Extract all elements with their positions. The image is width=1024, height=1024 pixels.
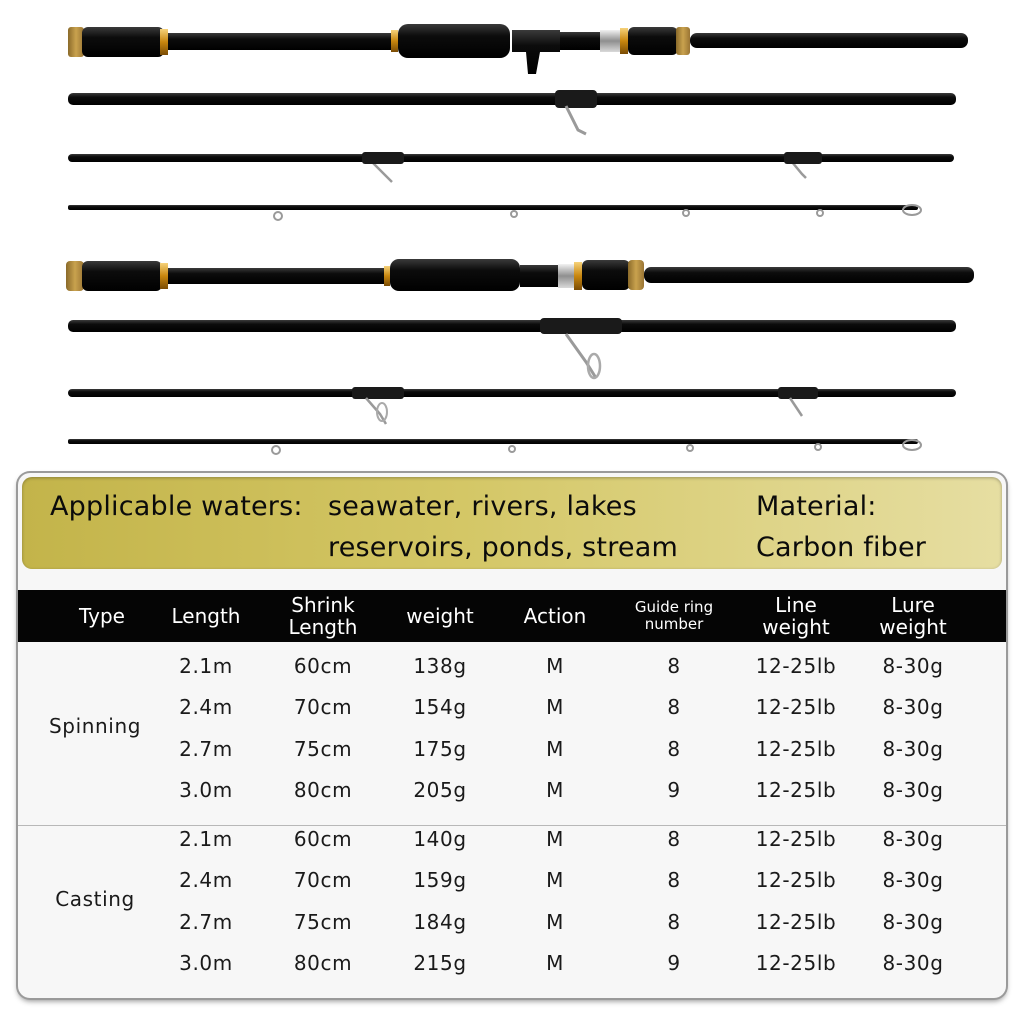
table-cell: 70cm [293,695,353,719]
table-cell: 3.0m [179,951,233,975]
table-cell: M [546,827,564,851]
type-label: Spinning [48,714,142,738]
table-cell: 60cm [293,654,353,678]
table-cell: 8-30g [882,695,944,719]
table-cell: 159g [413,868,467,892]
column-header-line: Length [288,615,358,639]
table-cell: 12-25lb [755,737,837,761]
table-cell: 12-25lb [755,778,837,802]
casting-butt-section [68,24,968,74]
table-cell: 215g [413,951,467,975]
spinning-section-2 [68,318,956,378]
table-cell: 80cm [293,951,353,975]
table-cell: M [546,654,564,678]
table-cell: 8 [667,910,681,934]
table-cell: 8-30g [882,827,944,851]
spinning-tip-section [68,439,921,454]
rod-sections-illustration [0,0,1024,470]
table-cell: 2.1m [179,827,233,851]
table-cell: 9 [667,778,681,802]
table-cell: 12-25lb [755,695,837,719]
table-cell: M [546,737,564,761]
column-header-line: Line [775,593,817,617]
table-cell: 140g [413,827,467,851]
table-cell: 2.4m [179,868,233,892]
casting-section-3 [68,152,954,182]
table-cell: 2.7m [179,910,233,934]
table-cell: 138g [413,654,467,678]
table-cell: 8 [667,695,681,719]
table-cell: 75cm [293,737,353,761]
column-header-line: Shrink [291,593,355,617]
waters-label: Applicable waters: [50,491,303,522]
table-cell: 8-30g [882,778,944,802]
table-cell: 12-25lb [755,654,837,678]
table-cell: 9 [667,951,681,975]
table-cell: 154g [413,695,467,719]
table-cell: 8-30g [882,910,944,934]
table-cell: 8 [667,827,681,851]
table-cell: M [546,695,564,719]
table-cell: M [546,868,564,892]
table-cell: 205g [413,778,467,802]
table-cell: 80cm [293,778,353,802]
column-header-line: Action [523,604,587,628]
column-header-line: weight [879,615,947,639]
table-cell: 2.1m [179,654,233,678]
spinning-section-3 [68,387,956,424]
table-cell: 70cm [293,868,353,892]
table-cell: M [546,951,564,975]
column-header-line: Guide ring [634,598,714,616]
material-value: Carbon fiber [756,532,927,563]
column-header-line: Type [79,604,125,628]
table-cell: 75cm [293,910,353,934]
table-cell: 8-30g [882,951,944,975]
column-header-line: weight [762,615,830,639]
table-cell: 12-25lb [755,868,837,892]
table-cell: 8 [667,654,681,678]
table-cell: 8-30g [882,868,944,892]
column-header-line: Lure [891,593,935,617]
column-header [604,599,744,633]
column-header-line: Length [171,604,241,628]
spinning-butt-section [66,259,974,291]
table-cell: 184g [413,910,467,934]
table-header [18,590,1006,642]
column-header [843,594,983,638]
column-header-line: weight [406,604,474,628]
table-cell: 3.0m [179,778,233,802]
table-cell: 60cm [293,827,353,851]
table-cell: M [546,778,564,802]
table-cell: 12-25lb [755,827,837,851]
spec-panel [18,473,1006,998]
table-cell: 8-30g [882,654,944,678]
table-cell: 8 [667,737,681,761]
table-cell: 12-25lb [755,910,837,934]
table-cell: 8-30g [882,737,944,761]
column-header-line: number [644,615,704,633]
table-cell: 8 [667,868,681,892]
table-cell: 12-25lb [755,951,837,975]
table-cell: 175g [413,737,467,761]
info-banner [22,477,1002,569]
waters-line-1: seawater, rivers, lakes [328,491,637,522]
type-label: Casting [55,887,135,911]
casting-tip-section [68,205,921,220]
group-divider [18,825,1006,826]
material-label: Material: [756,491,877,522]
waters-line-2: reservoirs, ponds, stream [328,532,678,563]
table-cell: 2.4m [179,695,233,719]
casting-section-2 [68,90,956,134]
table-cell: 2.7m [179,737,233,761]
table-cell: M [546,910,564,934]
